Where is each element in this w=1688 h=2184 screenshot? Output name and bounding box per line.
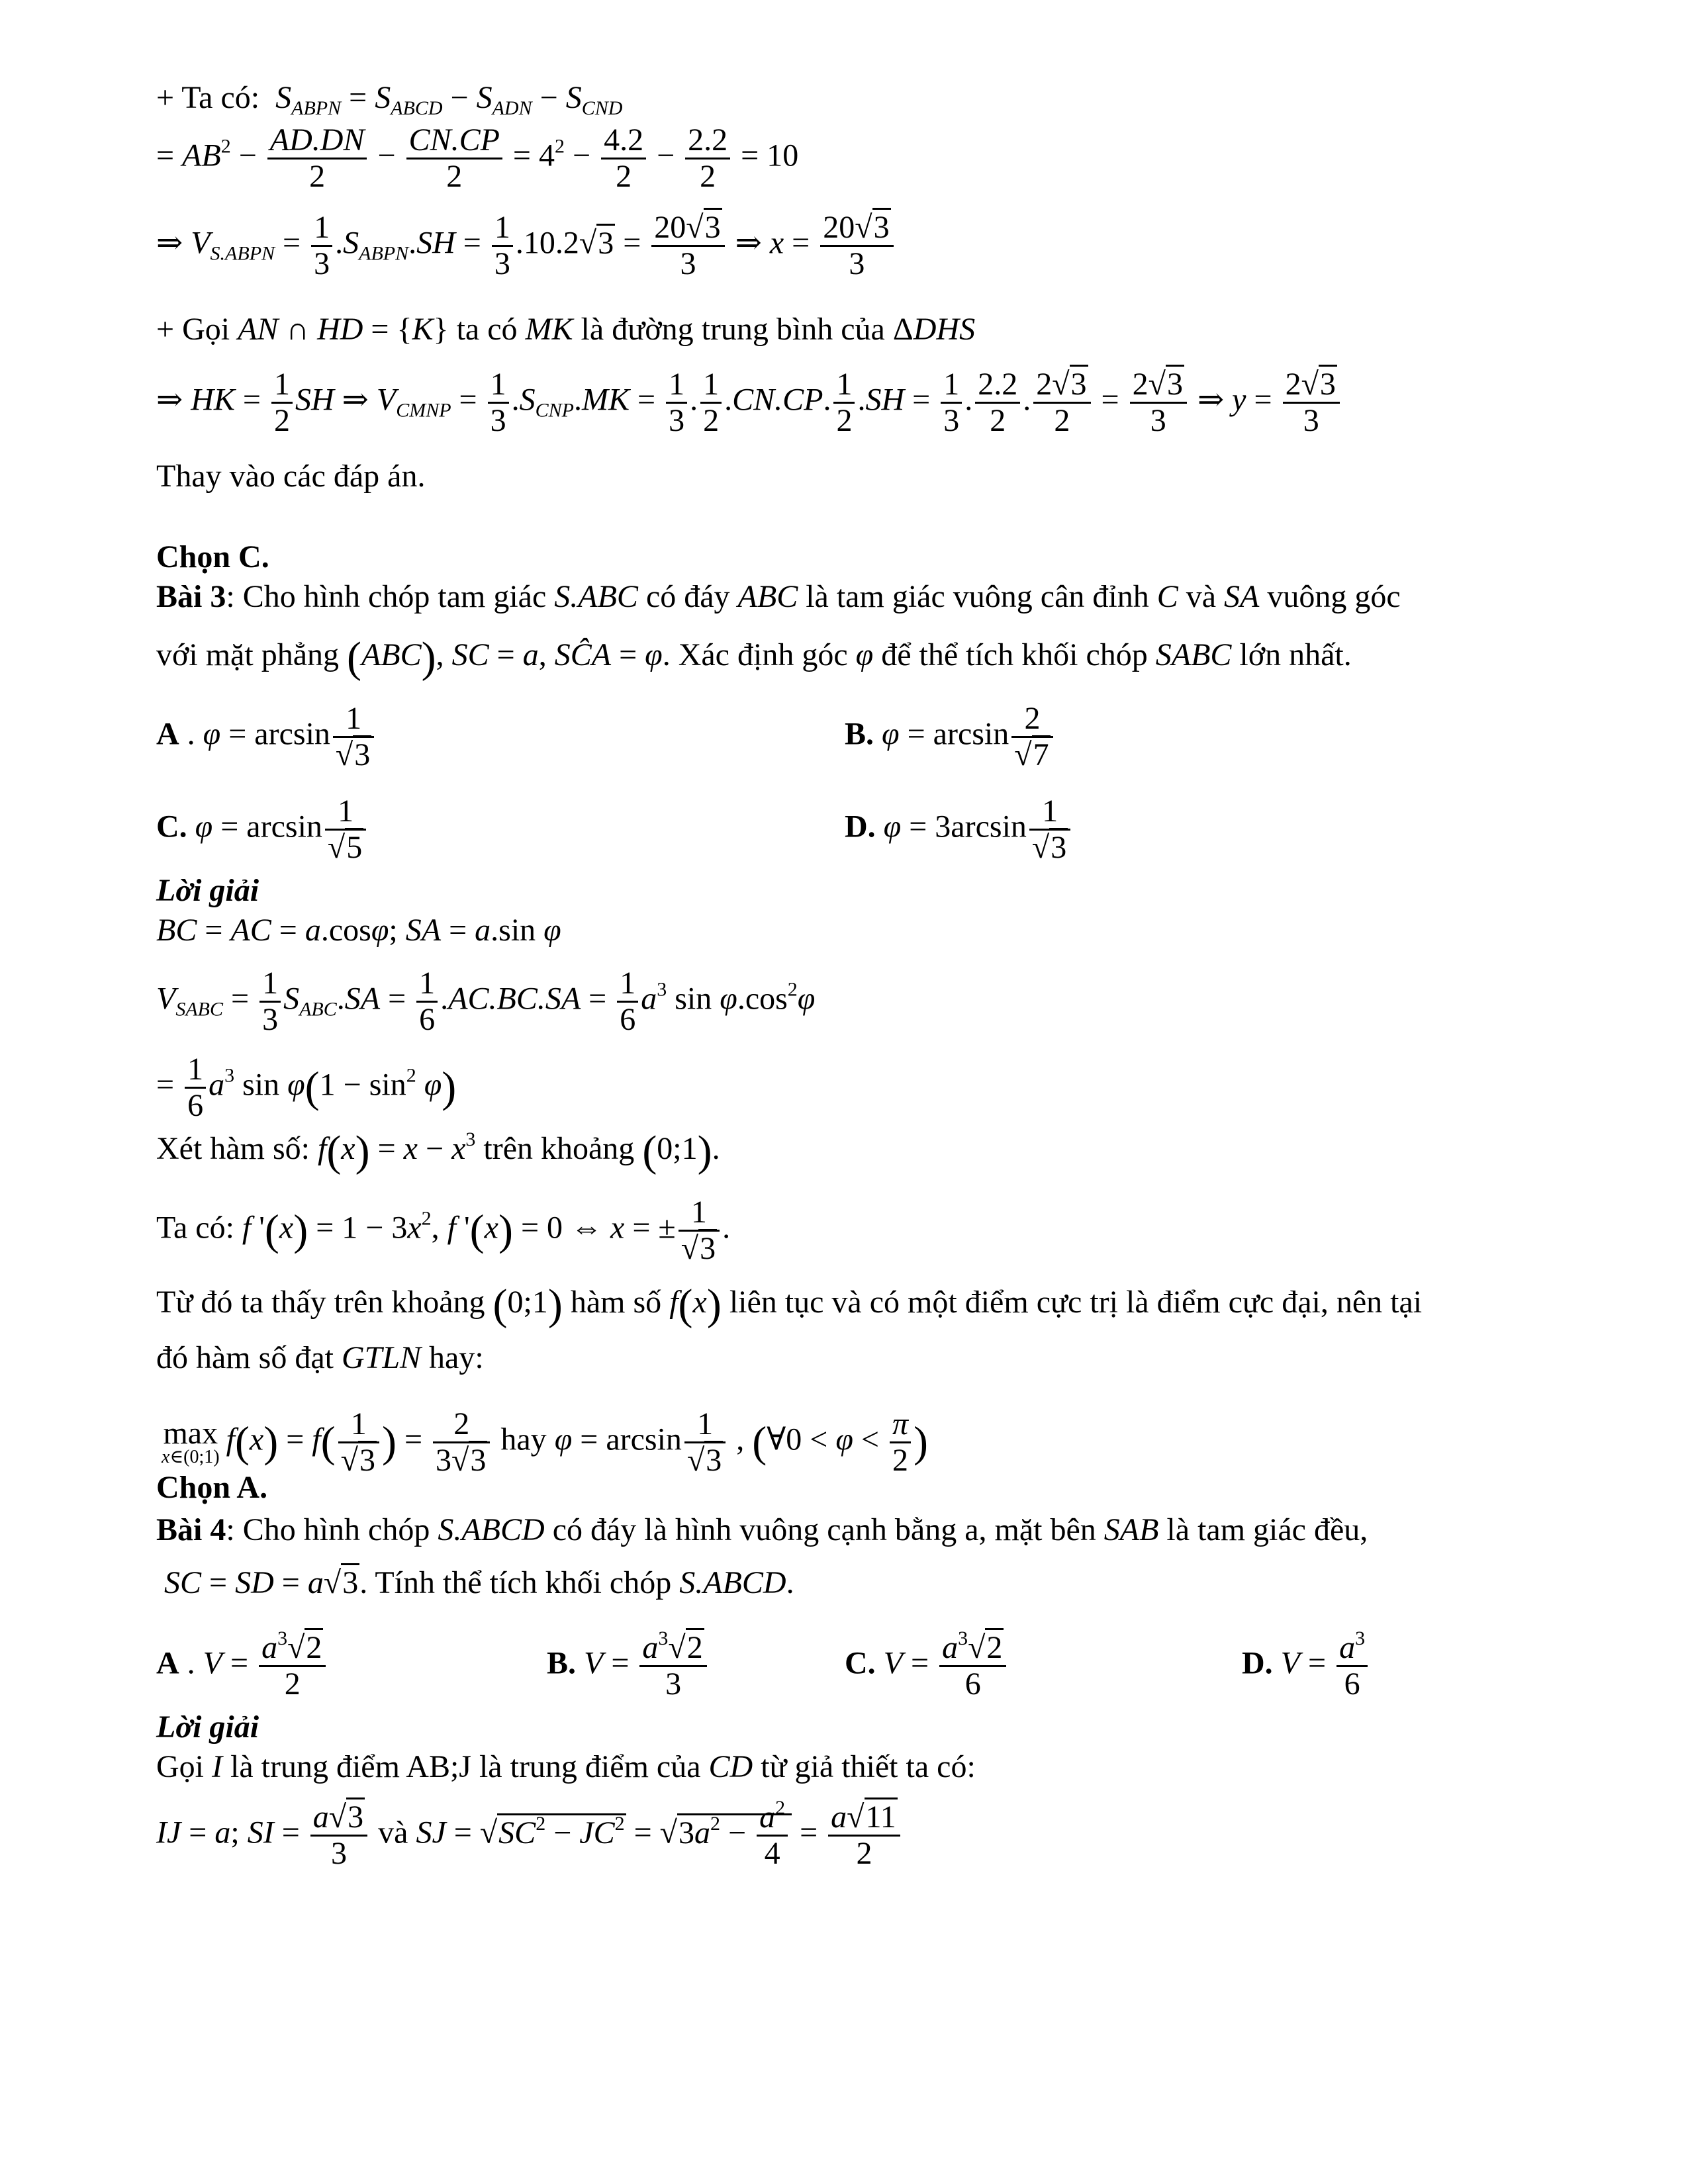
option-a-label: A <box>156 1645 179 1681</box>
option-c-label: C. <box>845 1645 876 1681</box>
option-b-label: B. <box>547 1645 577 1681</box>
intro-text: + Ta có: <box>156 80 260 115</box>
problem-3-options-cd: C. φ = arcsin $\frac{1}{√5}$ D. φ = 3arcsin $\frac{1}{√3}$ <box>156 794 1635 865</box>
option-b-label: B. <box>845 716 874 752</box>
intersection-line: + Gọi AN ∩ HD = {K} ta có MK là đường trung bình của ΔDHS <box>156 312 976 347</box>
answer-choice-c: Chọn C. <box>156 539 269 574</box>
problem-4-statement-cont: SC = SD = a√3. Tính thể tích khối chóp S.ABCD. <box>156 1563 1635 1603</box>
option-a-label: A <box>156 716 179 752</box>
area-equation-line: + Ta có: $S_{ABPN} = S_{ABCD} - S_{ADN} - S_{CND}$ <box>156 80 623 119</box>
problem-3-options-ab: A . φ = arcsin $\frac{1}{√3}$ B. φ = arcsin $\frac{2}{√7}$ <box>156 702 1635 772</box>
area-calculation-line: = $AB^2$ − $\frac{AD.DN}{2}$ − $\frac{CN.CP}{2}$ = $4^2$ − $\frac{4.2}{2}$ − $\frac{2.2}{2}$ = 10 <box>156 122 799 194</box>
problem-4-statement: Bài 4: Cho hình chóp S.ABCD có đáy là hình vuông cạnh bằng a, mặt bên SAB là tam giác đều, <box>156 1512 1368 1547</box>
answer-choice-a: Chọn A. <box>156 1470 268 1505</box>
solution-line-6: Từ đó ta thấy trên khoảng (0;1) hàm số f(x) liên tục và có một điểm cực trị là điểm cực đại, nên tại <box>156 1280 1423 1329</box>
problem-4-options: A . V = $\frac{a^3√2}{2}$ B. V = $\frac{a^3√2}{3}$ C. V = $\frac{a^3√2}{6}$ D. V = $\frac{a^3}{6}$ <box>156 1631 1635 1702</box>
volume-sabpn-line: ⇒ $V_{S.ABPN}$ = $\frac{1}{3}$ $.S_{ABPN}.SH$ = $\frac{1}{3}$ .10.2√3 = $\frac{20√3}{3}$ ⇒ x = $\frac{20√3}{3}$ <box>156 210 1635 281</box>
solution-4-line-1: Gọi I là trung điểm AB;J là trung điểm của CD từ giả thiết ta có: <box>156 1749 976 1784</box>
option-d-label: D. <box>845 809 876 844</box>
solution-line-7: đó hàm số đạt GTLN hay: <box>156 1340 484 1375</box>
solution-line-4: Xét hàm số: $f(x) = x - x^3$ trên khoảng (0;1). <box>156 1126 720 1175</box>
solution-line-8: max x∈(0;1) f(x) = f( $\frac{1}{√3}$ ) = $\frac{2}{3√3}$ hay φ = arcsin $\frac{1}{√3}$ , (∀0 < φ < $\frac{\pi}{2}$ ) <box>162 1406 928 1478</box>
solution-heading: Lời giải <box>156 873 259 908</box>
solution-line-2: $V_{SABC}$ = $\frac{1}{3}$ $S_{ABC}.SA$ = $\frac{1}{6}$ .AC.BC.SA = $\frac{1}{6}$ $a^3$ $\sin \varphi.\cos^2\varphi$ <box>156 966 816 1037</box>
substitute-text: Thay vào các đáp án. <box>156 459 426 494</box>
volume-cmnp-line: ⇒ HK = $\frac{1}{2}$ SH ⇒ $V_{CMNP}$ = $\frac{1}{3}$ $.S_{CNP}.MK$ = $\frac{1}{3}$ . $\frac{1}{2}$ .CN.CP. $\frac{1}{2}$ .SH = $\frac{1}{3}$ . $\frac{2.2}{2}$ . $\frac{2√3}{2}$ = $\frac{2√3}{3}$ ⇒ y = $\frac{2√3}{3}$ <box>156 367 1635 438</box>
solution-line-1: BC = AC = a.cosφ; SA = a.sin φ <box>156 913 561 948</box>
option-d-label: D. <box>1242 1645 1273 1681</box>
solution-4-line-2: IJ = a; SI = $\frac{a√3}{3}$ và SJ = $√SC^2 - JC^2 = √3a^2$ − $\frac{a^2}{4}$ = $\frac{a√11}{2}$ <box>156 1800 1635 1871</box>
problem-3-statement: Bài 3: Cho hình chóp tam giác S.ABC có đáy ABC là tam giác vuông cân đỉnh C và SA vuông góc <box>156 579 1401 614</box>
option-c-label: C. <box>156 809 187 844</box>
problem-3-statement-cont: với mặt phẳng (ABC), SC = a, SĈA = φ. Xác định góc φ để thể tích khối chóp SABC lớn nhất. <box>156 633 1352 682</box>
solution-line-5: Ta có: f '$(x) = 1 - 3x^2$, f '(x) = 0 ⇔ x = ± $\frac{1}{√3}$ . <box>156 1195 731 1266</box>
solution-heading-4: Lời giải <box>156 1709 259 1745</box>
solution-line-3: = $\frac{1}{6}$ $a^3$ $\sin \varphi(1 - \sin^2 \varphi)$ <box>156 1052 457 1123</box>
